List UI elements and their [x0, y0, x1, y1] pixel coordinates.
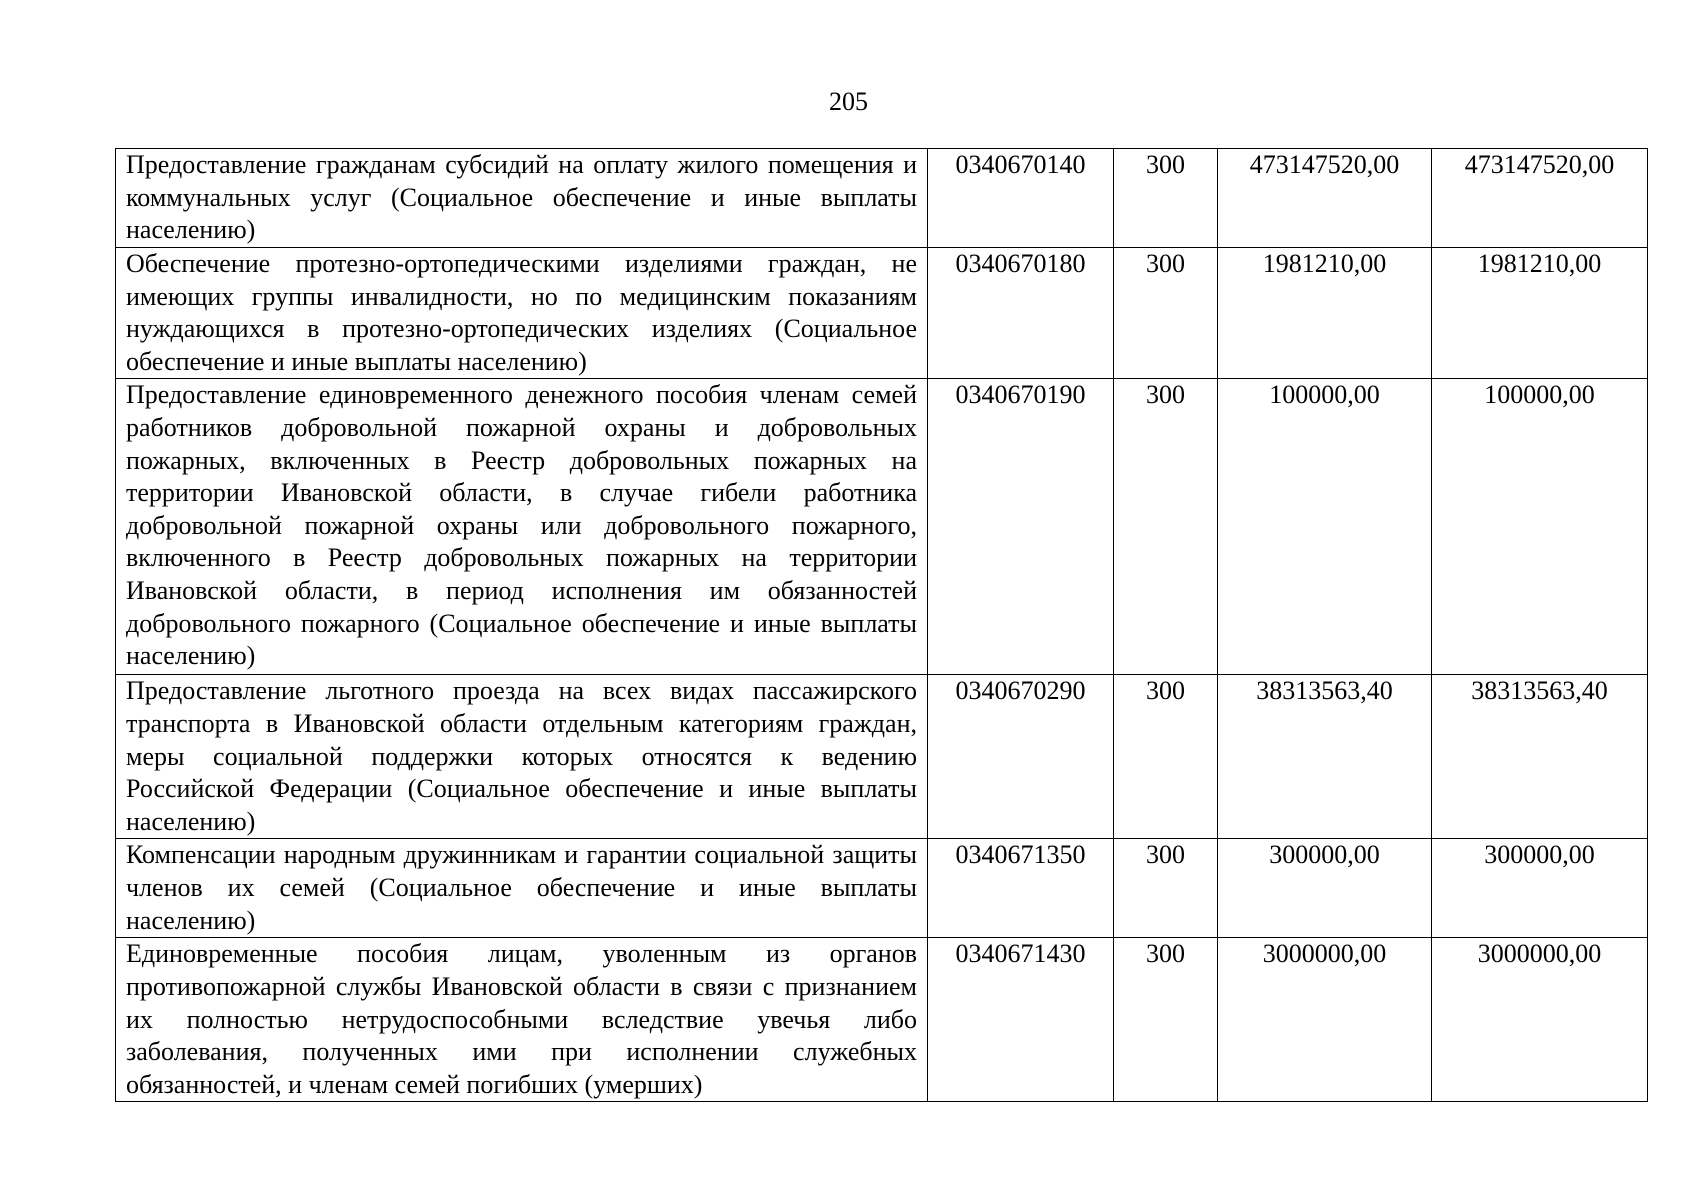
page-number: 205 — [829, 87, 868, 116]
expense-type-code: 300 — [1114, 675, 1218, 839]
expense-type-code: 300 — [1114, 149, 1218, 248]
table-row — [116, 839, 1648, 938]
expense-type-code: 300 — [1114, 938, 1218, 1102]
amount-year-1: 38313563,40 — [1218, 675, 1432, 839]
target-article-code: 0340670140 — [928, 149, 1114, 248]
row-description: Предоставление гражданам субсидий на оплату жилого помещения и коммунальных услуг (Социальное обеспечение и иные выплаты населению) — [116, 149, 928, 248]
amount-year-1: 473147520,00 — [1218, 149, 1432, 248]
row-description: Предоставление единовременного денежного пособия членам семей работников добровольной пожарной охраны и добровольных пожарных, включенных в Реестр добровольных пожарных на территории Ивановской области, в случае гибели работника добровольной пожарной охраны или добровольного пожарного, включенного в Реестр добровольных пожарных на территории Ивановской области, в период исполнения им обязанностей добровольного пожарного (Социальное обеспечение и иные выплаты населению) — [116, 379, 928, 675]
target-article-code: 0340670180 — [928, 248, 1114, 379]
row-description: Предоставление льготного проезда на всех видах пассажирского транспорта в Ивановской области отдельным категориям граждан, меры социальной поддержки которых относятся к ведению Российской Федерации (Социальное обеспечение и иные выплаты населению) — [116, 675, 928, 839]
table-row — [116, 675, 1648, 839]
row-description: Компенсации народным дружинникам и гарантии социальной защиты членов их семей (Социальное обеспечение и иные выплаты населению) — [116, 839, 928, 938]
target-article-code: 0340670190 — [928, 379, 1114, 675]
amount-year-2: 300000,00 — [1432, 839, 1648, 938]
table-row — [116, 248, 1648, 379]
target-article-code: 0340671350 — [928, 839, 1114, 938]
amount-year-2: 38313563,40 — [1432, 675, 1648, 839]
amount-year-1: 300000,00 — [1218, 839, 1432, 938]
table-row — [116, 149, 1648, 248]
row-description: Обеспечение протезно-ортопедическими изделиями граждан, не имеющих группы инвалидности, но по медицинским показаниям нуждающихся в протезно-ортопедических изделиях (Социальное обеспечение и иные выплаты населению) — [116, 248, 928, 379]
amount-year-2: 100000,00 — [1432, 379, 1648, 675]
budget-table — [115, 148, 1648, 1102]
amount-year-1: 3000000,00 — [1218, 938, 1432, 1102]
amount-year-2: 3000000,00 — [1432, 938, 1648, 1102]
amount-year-2: 1981210,00 — [1432, 248, 1648, 379]
row-description: Единовременные пособия лицам, уволенным из органов противопожарной службы Ивановской области в связи с признанием их полностью нетрудоспособными вследствие увечья либо заболевания, полученных ими при исполнении служебных обязанностей, и членам семей погибших (умерших) — [116, 938, 928, 1102]
table-row — [116, 379, 1648, 675]
expense-type-code: 300 — [1114, 839, 1218, 938]
amount-year-1: 1981210,00 — [1218, 248, 1432, 379]
amount-year-1: 100000,00 — [1218, 379, 1432, 675]
target-article-code: 0340671430 — [928, 938, 1114, 1102]
amount-year-2: 473147520,00 — [1432, 149, 1648, 248]
expense-type-code: 300 — [1114, 379, 1218, 675]
expense-type-code: 300 — [1114, 248, 1218, 379]
table-row — [116, 938, 1648, 1102]
target-article-code: 0340670290 — [928, 675, 1114, 839]
